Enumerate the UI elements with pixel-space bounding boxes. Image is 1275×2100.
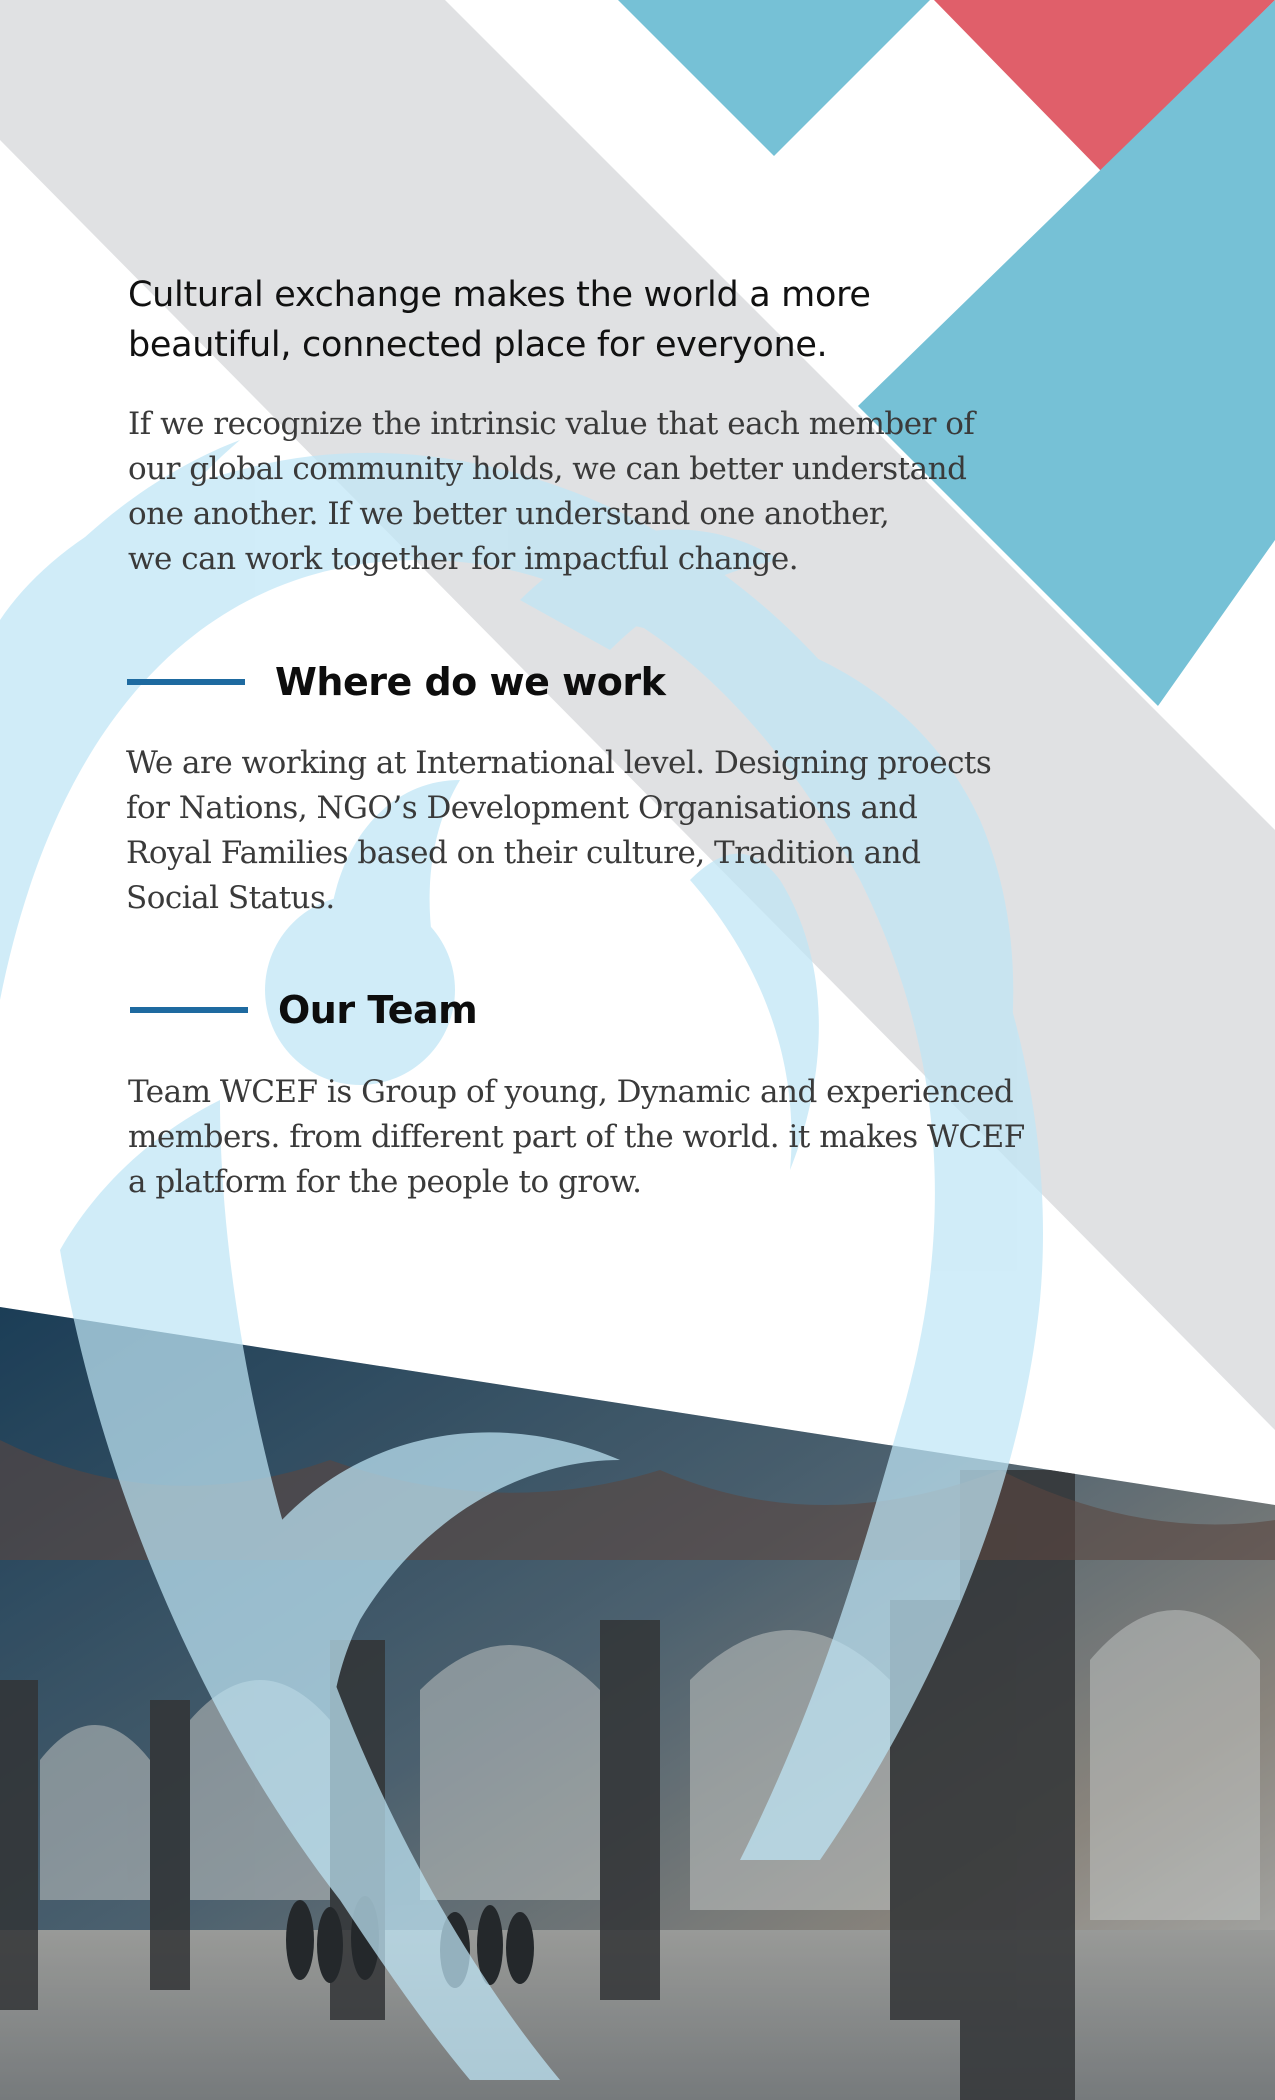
where-we-work-paragraph: We are working at International level. Designing proects for Nations, NGO’s Development Organisations and Royal Families based on their culture, Tradition and Social Status. [126,745,992,916]
heading-rule [127,679,245,685]
section-heading-where-we-work [127,657,665,707]
section-heading-our-team [130,985,477,1035]
lead-statement: Cultural exchange makes the world a more beautiful, connected place for everyone. [128,275,871,365]
section-title: Our Team [278,988,478,1032]
heading-rule [130,1007,248,1013]
intro-paragraph: If we recognize the intrinsic value that each member of our global community holds, we can better understand one another. If we better understand one another, we can work together for impactful change. [128,406,975,577]
section-title: Where do we work [275,660,666,704]
our-team-paragraph: Team WCEF is Group of young, Dynamic and experienced members. from different part of the world. it makes WCEF a platform for the people to grow. [128,1074,1025,1200]
